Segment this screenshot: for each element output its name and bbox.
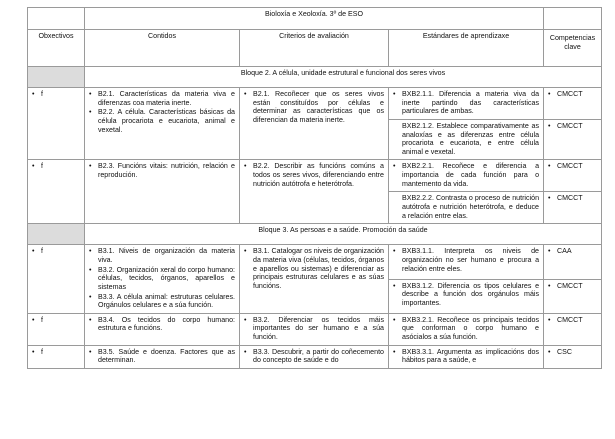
title-spacer-cell xyxy=(28,8,85,30)
obxectivos-cell xyxy=(28,88,85,160)
criterio-cell xyxy=(240,160,389,224)
header-estandares: Estándares de aprendizaxe xyxy=(389,30,544,67)
table-row xyxy=(28,88,602,120)
estandar-cell xyxy=(389,119,544,160)
estandar-text: BXB2.2.2. Contrasta o proceso de nutrición autótrofa e nutrición heterótrofa, e deduce a relación entre elas. xyxy=(402,194,540,220)
table-title-row xyxy=(28,8,602,30)
criterio-text: B3.1. Catalogar os niveis de organización da materia viva (células, tecidos, órganos e aparellos ou sistemas) e diferenciar as principais estruturas celulares e as súas funcións. xyxy=(253,247,384,290)
estandar-cell xyxy=(389,279,544,313)
bullet-marker: • xyxy=(244,347,247,356)
bullet-marker: • xyxy=(89,292,92,301)
competencia-value: CMCCT xyxy=(557,194,583,203)
estandar-text: BXB2.1.1. Diferencia a materia viva da inerte partindo das características particulares de ambas. xyxy=(402,90,540,116)
estandar-text: BXB2.2.1. Recoñece e diferencia a importancia de cada función para o mantemento da vida. xyxy=(402,162,540,188)
criterio-cell xyxy=(240,88,389,160)
competencia-value: CAA xyxy=(557,247,572,256)
competencia-cell xyxy=(544,245,602,279)
bullet-marker: • xyxy=(89,247,92,256)
bullet-marker: • xyxy=(244,90,247,98)
table-title: Bioloxía e Xeoloxía. 3º de ESO xyxy=(85,8,544,30)
bullet-marker: • xyxy=(548,162,551,171)
bullet-marker: • xyxy=(548,121,551,130)
bullet-marker: • xyxy=(89,315,92,324)
contido-text: B3.5. Saúde e doenza. Factores que as determinan. xyxy=(98,347,235,365)
estandar-cell xyxy=(389,245,544,279)
competencia-cell xyxy=(544,119,602,160)
bullet-marker: • xyxy=(244,247,247,256)
bullet-marker: • xyxy=(548,194,551,203)
obxectivos-cell xyxy=(28,345,85,368)
bullet-marker: • xyxy=(393,281,396,290)
bullet-marker: • xyxy=(89,108,92,117)
table-row xyxy=(28,345,602,368)
block-title: Bloque 3. As persoas e a saúde. Promoción da saúde xyxy=(85,224,602,245)
estandar-text: BXB3.1.2. Diferencia os tipos celulares e describe a función dos orgánulos máis importantes. xyxy=(402,281,540,307)
bullet-marker: • xyxy=(89,265,92,274)
header-criterios: Criterios de avaliación xyxy=(240,30,389,67)
competencia-value: CMCCT xyxy=(557,281,583,290)
bullet-marker: • xyxy=(548,90,551,98)
estandar-text: BXB3.1.1. Interpreta os niveis de organización no ser humano e procura a relación entre eles. xyxy=(402,247,540,273)
header-competencias: Competencias clave xyxy=(544,30,602,67)
contidos-cell xyxy=(85,345,240,368)
obxectivo-value: f xyxy=(41,162,43,171)
estandar-text: BXB3.2.1. Recoñece os principais tecidos que conforman o corpo humano e asócialos a súa función. xyxy=(402,315,540,342)
competencia-value: CMCCT xyxy=(557,90,583,98)
contido-text: B3.1. Niveis de organización da materia viva. xyxy=(98,247,235,264)
competencia-value: CSC xyxy=(557,347,572,356)
criterio-text: B2.1. Recoñecer que os seres vivos están constituídos por células e determinar as características que os diferencian da materia inerte. xyxy=(253,90,384,124)
contidos-cell xyxy=(85,313,240,345)
criterio-cell xyxy=(240,345,389,368)
estandar-cell xyxy=(389,160,544,192)
contido-text: B2.1. Características da materia viva e diferenzas coa materia inerte. xyxy=(98,90,235,107)
bullet-marker: • xyxy=(244,315,247,324)
bullet-marker: • xyxy=(32,347,35,356)
competencia-cell xyxy=(544,345,602,368)
competencia-cell xyxy=(544,192,602,224)
criterio-text: B2.2. Describir as funcións comúns a todos os seres vivos, diferenciando entre nutrición autótrofa e heterótrofa. xyxy=(253,162,384,188)
bullet-marker: • xyxy=(244,162,247,171)
bullet-marker: • xyxy=(393,162,396,171)
block-header-row xyxy=(28,67,602,88)
bullet-marker: • xyxy=(548,315,551,324)
bullet-marker: • xyxy=(393,90,396,98)
column-header-row xyxy=(28,30,602,67)
bullet-marker: • xyxy=(548,247,551,256)
obxectivo-value: f xyxy=(41,90,43,98)
header-contidos: Contidos xyxy=(85,30,240,67)
curriculum-table xyxy=(27,7,602,369)
bullet-marker: • xyxy=(32,162,35,171)
bullet-marker: • xyxy=(89,90,92,98)
estandar-cell xyxy=(389,192,544,224)
contido-text: B3.2. Organización xeral do corpo humano: células, tecidos, órganos, aparellos e sistemas xyxy=(98,265,235,291)
criterio-text: B3.2. Diferenciar os tecidos máis importantes do ser humano e a súa función. xyxy=(253,315,384,342)
competencia-cell xyxy=(544,160,602,192)
obxectivos-cell xyxy=(28,313,85,345)
competencia-value: CMCCT xyxy=(557,121,583,130)
contido-text: B3.4. Os tecidos do corpo humano: estrutura e funcións. xyxy=(98,315,235,333)
obxectivo-value: f xyxy=(41,247,43,256)
bullet-marker: • xyxy=(89,347,92,356)
bullet-marker: • xyxy=(32,247,35,256)
block-spacer-cell xyxy=(28,67,85,88)
table-row xyxy=(28,245,602,279)
competencia-cell xyxy=(544,88,602,120)
estandar-text: BXB2.1.2. Establece comparativamente as analoxías e as diferenzas entre célula procariota e eucariota, e entre célula animal e vexetal. xyxy=(402,121,540,156)
block-title: Bloque 2. A célula, unidade estrutural e funcional dos seres vivos xyxy=(85,67,602,88)
table-row xyxy=(28,160,602,192)
bullet-marker: • xyxy=(548,281,551,290)
criterio-cell xyxy=(240,245,389,313)
block-header-row xyxy=(28,224,602,245)
bullet-marker: • xyxy=(32,315,35,324)
bullet-marker: • xyxy=(32,90,35,98)
obxectivo-value: f xyxy=(41,347,43,356)
competencia-cell xyxy=(544,279,602,313)
contido-text: B2.2. A célula. Características básicas da célula procariota e eucariota, animal e vexetal. xyxy=(98,108,235,134)
header-obxectivos: Obxectivos xyxy=(28,30,85,67)
contidos-cell xyxy=(85,88,240,160)
estandar-text: BXB3.3.1. Argumenta as implicacións dos hábitos para a saúde, e xyxy=(402,347,540,365)
contidos-cell xyxy=(85,245,240,313)
estandar-cell xyxy=(389,313,544,345)
bullet-marker: • xyxy=(548,347,551,356)
contido-text: B2.3. Funcións vitais: nutrición, relación e reprodución. xyxy=(98,162,235,180)
estandar-cell xyxy=(389,88,544,120)
curriculum-document xyxy=(27,7,601,369)
criterio-text: B3.3. Descubrir, a partir do coñecemento do concepto de saúde e do xyxy=(253,347,384,365)
bullet-marker: • xyxy=(393,315,396,324)
competencia-value: CMCCT xyxy=(557,315,583,324)
table-row xyxy=(28,313,602,345)
bullet-marker: • xyxy=(393,347,396,356)
bullet-marker: • xyxy=(393,247,396,256)
contido-text: B3.3. A célula animal: estruturas celulares. Orgánulos celulares e a súa función. xyxy=(98,292,235,310)
obxectivo-value: f xyxy=(41,315,43,324)
criterio-cell xyxy=(240,313,389,345)
bullet-marker: • xyxy=(89,162,92,171)
block-spacer-cell xyxy=(28,224,85,245)
competencia-cell xyxy=(544,313,602,345)
title-spacer-cell xyxy=(544,8,602,30)
estandar-cell xyxy=(389,345,544,368)
obxectivos-cell xyxy=(28,160,85,224)
contidos-cell xyxy=(85,160,240,224)
obxectivos-cell xyxy=(28,245,85,313)
competencia-value: CMCCT xyxy=(557,162,583,171)
